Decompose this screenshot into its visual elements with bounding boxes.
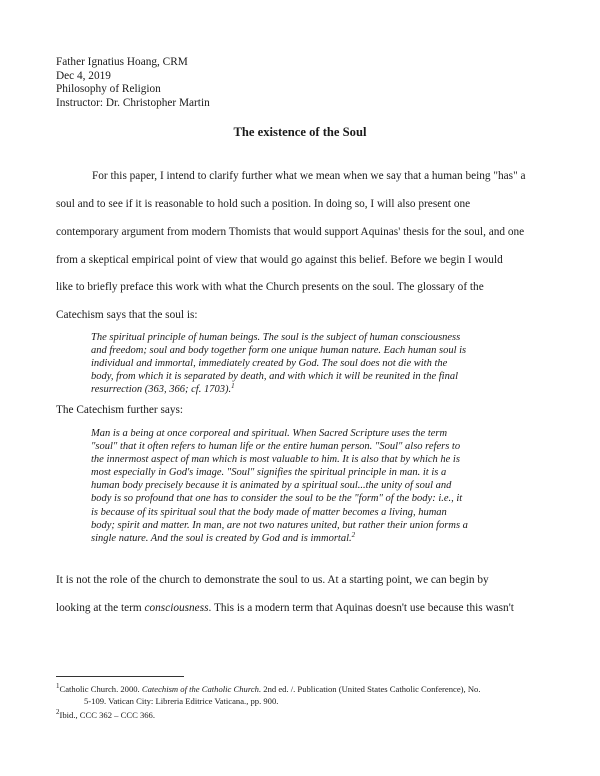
text-run: . This is a modern term that Aquinas doesn't use because this wasn't xyxy=(208,602,514,614)
footnote-marker: 2 xyxy=(351,530,356,539)
quote-line: and freedom; soul and body together form one unique human nature. Each human soul is xyxy=(91,345,467,357)
quote-line: human body precisely because it is animated by a spiritual soul...the unity of soul and xyxy=(91,480,452,492)
quote-line-text: single nature. And the soul is created by God and is immortal. xyxy=(91,532,352,544)
quote-line: the innermost aspect of man which is most valuable to him. It is also that by which he is xyxy=(91,454,460,466)
body-line: from a skeptical empirical point of view that would go against this belief. Before we begin I would xyxy=(56,254,503,266)
quote-line: most especially in God's image. "Soul" signifies the spiritual principle in man. it is a xyxy=(91,467,447,479)
footnote-1 xyxy=(56,683,480,707)
page-title: The existence of the Soul xyxy=(233,125,367,139)
course-name: Philosophy of Religion xyxy=(56,83,161,96)
body-line: like to briefly preface this work with what the Church presents on the soul. The glossary of the xyxy=(56,281,484,293)
text-run: looking at the term xyxy=(56,602,145,614)
body-line: For this paper, I intend to clarify further what we mean when we say that a human being "has" a xyxy=(92,170,526,182)
quote-line: is because of its spiritual soul that the body made of matter becomes a living, human xyxy=(91,506,447,518)
footnote-marker: 1 xyxy=(56,682,60,690)
footnote-marker: 1 xyxy=(231,382,235,391)
block-quote-catechism xyxy=(91,427,551,545)
quote-line: Man is a being at once corporeal and spiritual. When Sacred Scripture uses the term xyxy=(91,428,448,439)
block-quote-glossary xyxy=(91,331,551,396)
body-line: Catechism says that the soul is: xyxy=(56,309,198,321)
body-line xyxy=(56,602,514,614)
quote-line: The spiritual principle of human beings. The soul is the subject of human consciousness xyxy=(91,332,461,343)
footnote-book-title: Catechism of the Catholic Church. xyxy=(141,684,262,694)
emphasized-term: consciousness xyxy=(144,602,209,614)
footnote-continuation: 5-109. Vatican City: Libreria Editrice Vaticana., pp. 900. xyxy=(84,696,279,706)
instructor: Instructor: Dr. Christopher Martin xyxy=(56,96,210,109)
quote-line: individual and immortal, immediately created by God. The soul does not die with the xyxy=(91,358,448,370)
quote-line: body is so profound that one has to consider the soul to be the "form" of the body: i.e., it xyxy=(91,493,463,505)
author-name: Father Ignatius Hoang, CRM xyxy=(56,56,188,68)
quote-line xyxy=(91,532,551,545)
footnote-marker: 2 xyxy=(56,708,60,716)
body-line: The Catechism further says: xyxy=(56,404,184,416)
footnote-divider xyxy=(56,676,184,677)
quote-line: body, from which it is separated by death, and with which it will be reunited in the final xyxy=(91,371,458,383)
quote-line xyxy=(91,383,551,396)
header-block xyxy=(56,56,210,110)
quote-line: "soul" that it often refers to human life or the entire human person. "Soul" also refers to xyxy=(91,441,461,453)
quote-line: body; spirit and matter. In man, are not two natures united, but rather their union forms a xyxy=(91,519,468,531)
body-line: contemporary argument from modern Thomists that would support Aquinas' thesis for the soul, and one xyxy=(56,226,525,238)
quote-line-text: resurrection (363, 366; cf. 1703). xyxy=(91,384,232,396)
body-line: It is not the role of the church to demonstrate the soul to us. At a starting point, we can begin by xyxy=(56,574,489,586)
footnote-text: Catholic Church. 2000. xyxy=(59,684,142,694)
footnote-2 xyxy=(56,709,155,721)
footnote-text: Ibid., CCC 362 – CCC 366. xyxy=(59,710,156,720)
footnote-text: 2nd ed. /. Publication (United States Catholic Conference), No. xyxy=(261,684,481,694)
date: Dec 4, 2019 xyxy=(56,69,111,82)
body-line: soul and to see if it is reasonable to hold such a position. In doing so, I will also present one xyxy=(56,198,471,210)
